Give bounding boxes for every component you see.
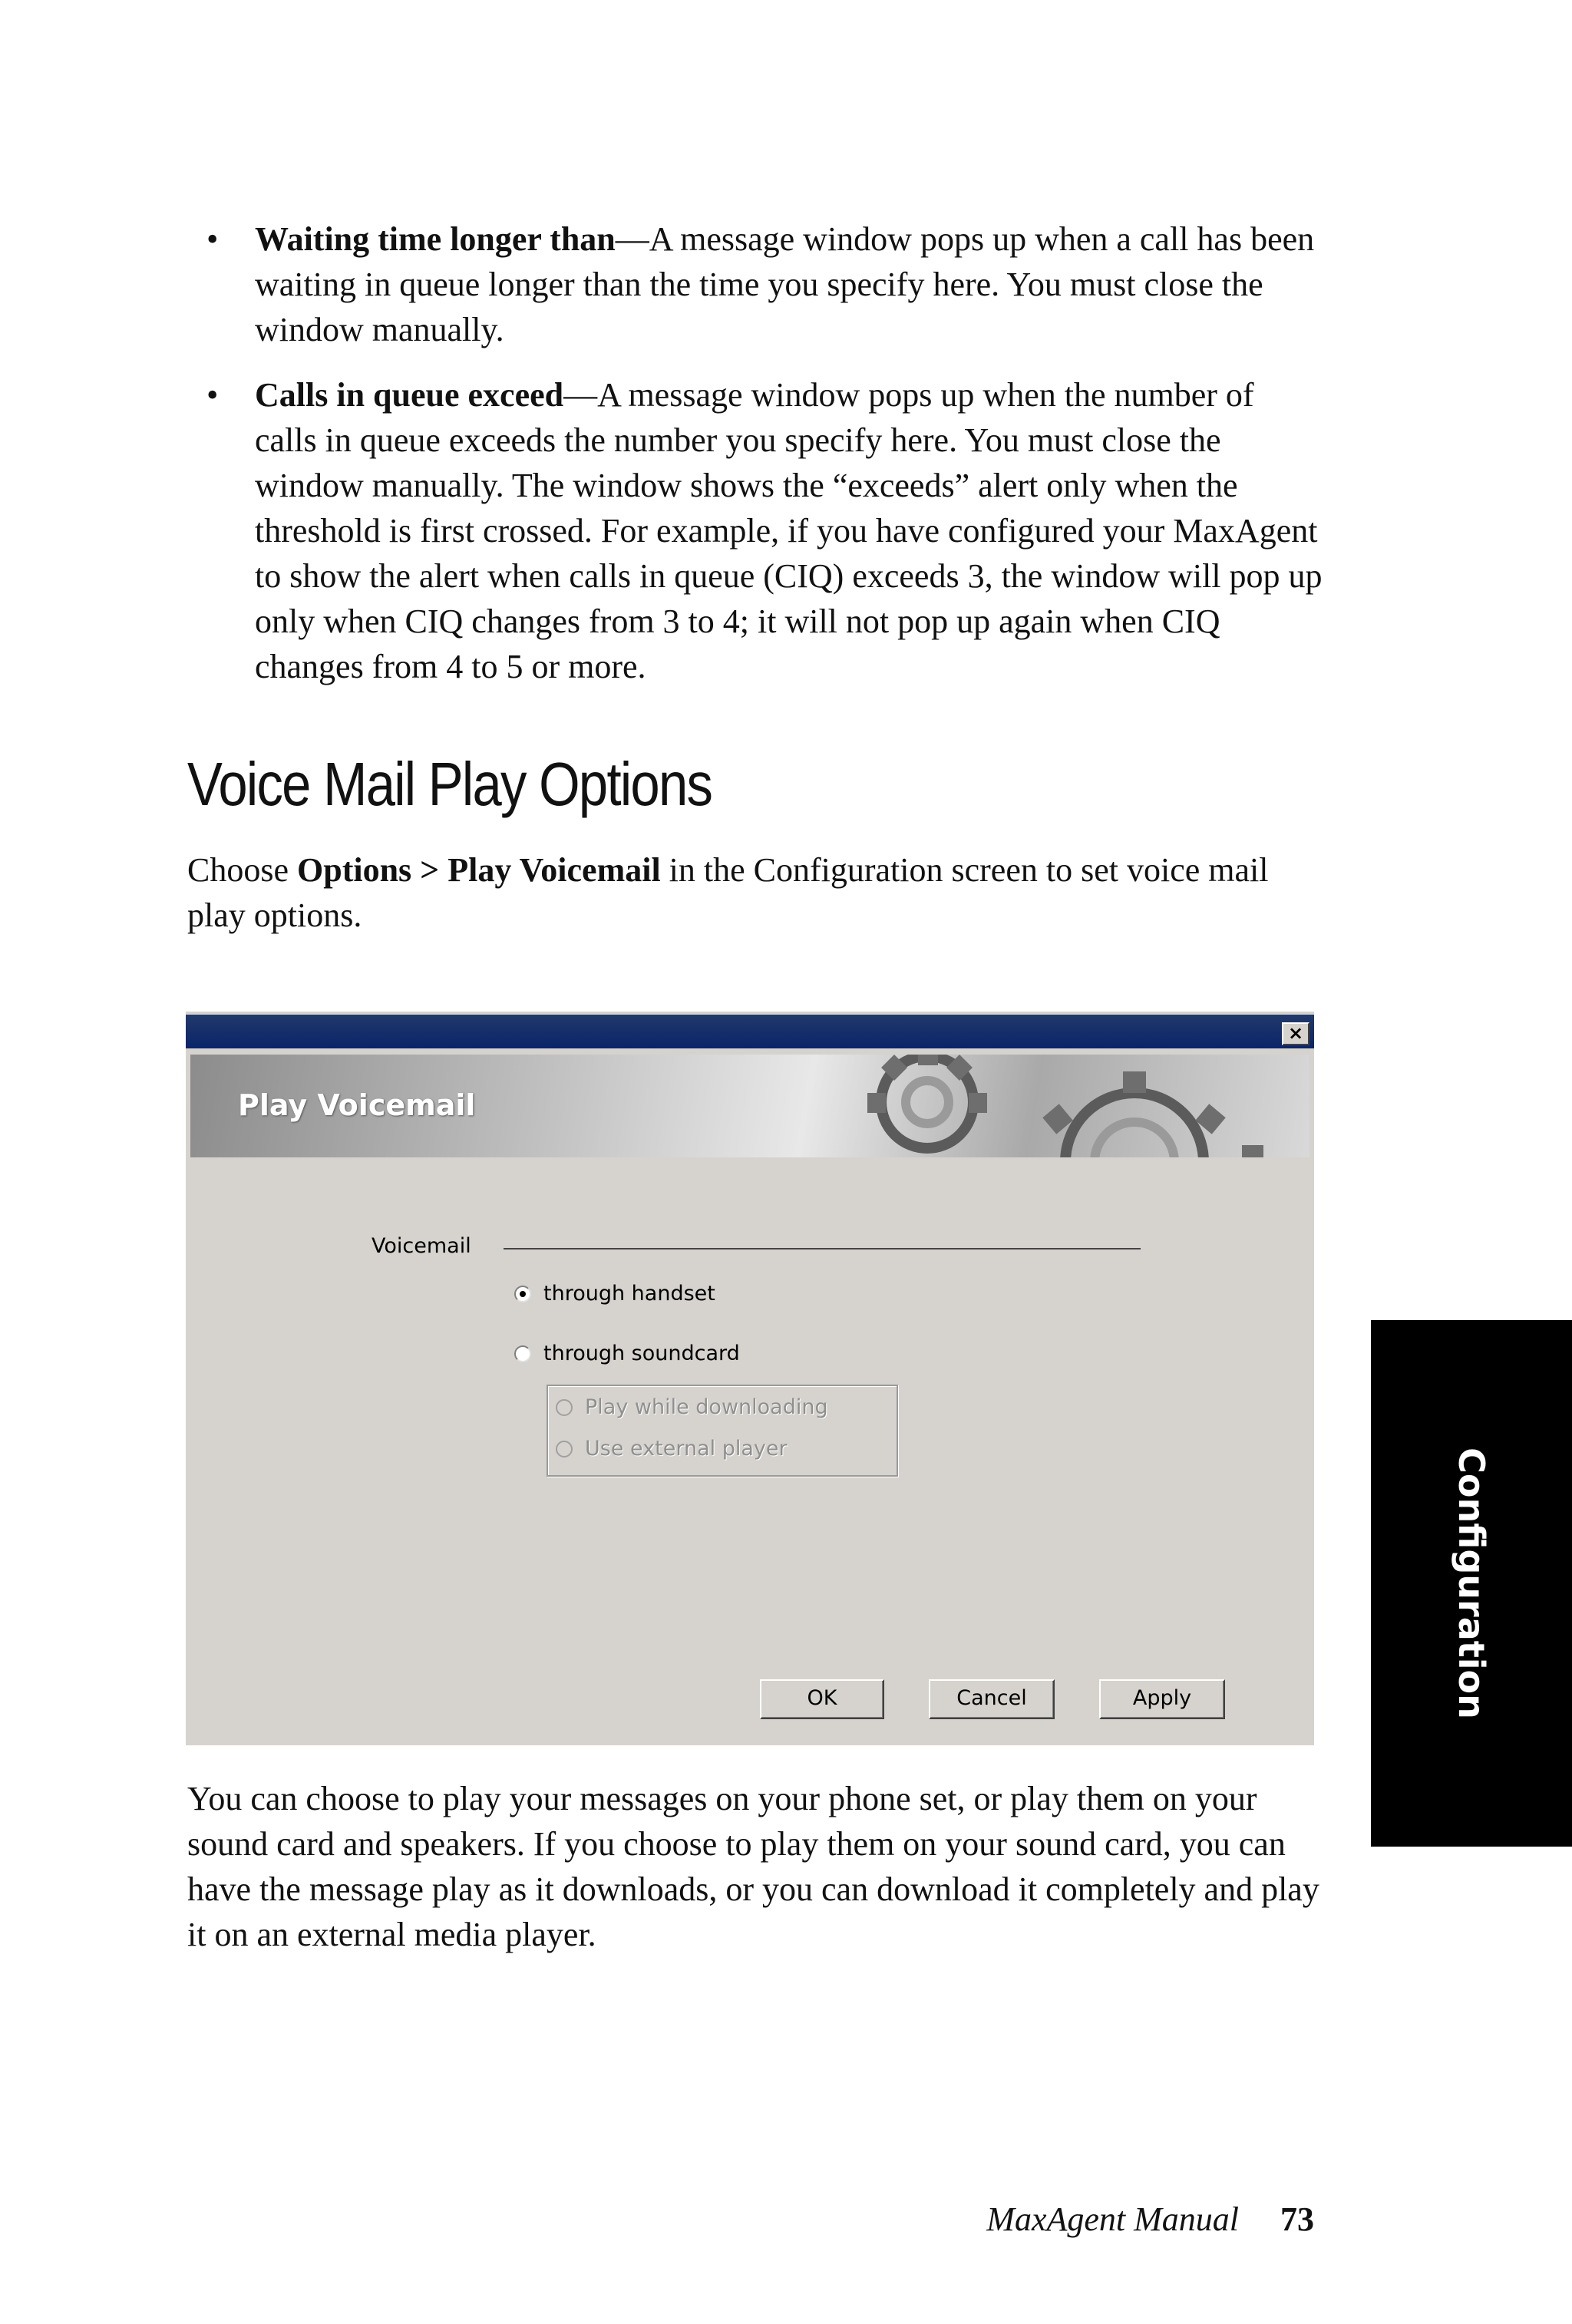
side-tab-label: Configuration	[1451, 1448, 1492, 1719]
bullet-text: —A message window pops up when the number of calls in queue exceeds the number you specify here. You must close the window manually. The window shows the “exceeds” alert only when the threshold is first crossed. For example, if you have configured your MaxAgent to show the alert when calls in queue (CIQ) exceeds 3, the window will pop up only when CIQ changes from 3 to 4; it will not pop up again when CIQ changes from 4 to 5 or more.	[255, 376, 1323, 685]
outro-paragraph: You can choose to play your messages on your phone set, or play them on your sound card and speakers. If you choose to play them on your sound card, you can have the message play as it downloads, or you can download it completely and play it on an external media player.	[187, 1780, 1319, 1953]
radio-selected-icon	[514, 1286, 531, 1302]
menu-path: Options > Play Voicemail	[297, 851, 661, 889]
radio-label: through soundcard	[543, 1342, 740, 1365]
section-heading: Voice Mail Play Options	[187, 750, 712, 818]
bullet-calls-in-queue	[187, 372, 1323, 689]
voicemail-group-label: Voicemail	[372, 1234, 471, 1258]
intro-text: in the Configuration screen to set voice mail play options.	[187, 851, 1269, 934]
cancel-button[interactable]: Cancel	[929, 1679, 1055, 1719]
page-footer	[986, 2200, 1314, 2239]
apply-button[interactable]: Apply	[1099, 1679, 1225, 1719]
radio-through-handset[interactable]	[514, 1282, 715, 1306]
bullet-list	[187, 216, 1323, 709]
radio-play-while-downloading[interactable]	[556, 1395, 828, 1419]
section-side-tab	[1371, 1320, 1572, 1847]
dialog-titlebar	[186, 1012, 1314, 1048]
group-divider	[504, 1248, 1141, 1249]
radio-use-external-player[interactable]	[556, 1437, 788, 1461]
radio-label: Use external player	[585, 1437, 788, 1461]
radio-disabled-icon	[556, 1441, 573, 1457]
dialog-banner	[190, 1055, 1309, 1157]
bullet-waiting-time	[187, 216, 1323, 352]
bullet-term: Calls in queue exceed	[255, 376, 564, 414]
banner-title: Play Voicemail	[238, 1088, 476, 1122]
page-number: 73	[1280, 2200, 1314, 2238]
close-button[interactable]	[1282, 1022, 1309, 1045]
bullet-text: —A message window pops up when a call has been waiting in queue longer than the time you specify here. You must close the window manually.	[255, 220, 1315, 348]
radio-label: through handset	[543, 1282, 715, 1306]
close-icon: ×	[1287, 1022, 1304, 1044]
intro-text: Choose	[187, 851, 297, 889]
manual-title: MaxAgent Manual	[986, 2200, 1239, 2238]
play-voicemail-dialog	[186, 1012, 1314, 1745]
ok-button[interactable]: OK	[760, 1679, 884, 1719]
intro-paragraph	[187, 847, 1323, 938]
radio-disabled-icon	[556, 1399, 573, 1416]
bullet-dot: •	[206, 220, 219, 258]
gears-icon	[812, 1055, 1309, 1157]
radio-through-soundcard[interactable]	[514, 1342, 740, 1365]
radio-label: Play while downloading	[585, 1395, 828, 1419]
bullet-term: Waiting time longer than	[255, 220, 616, 258]
bullet-dot: •	[206, 376, 219, 414]
radio-unselected-icon	[514, 1345, 531, 1362]
